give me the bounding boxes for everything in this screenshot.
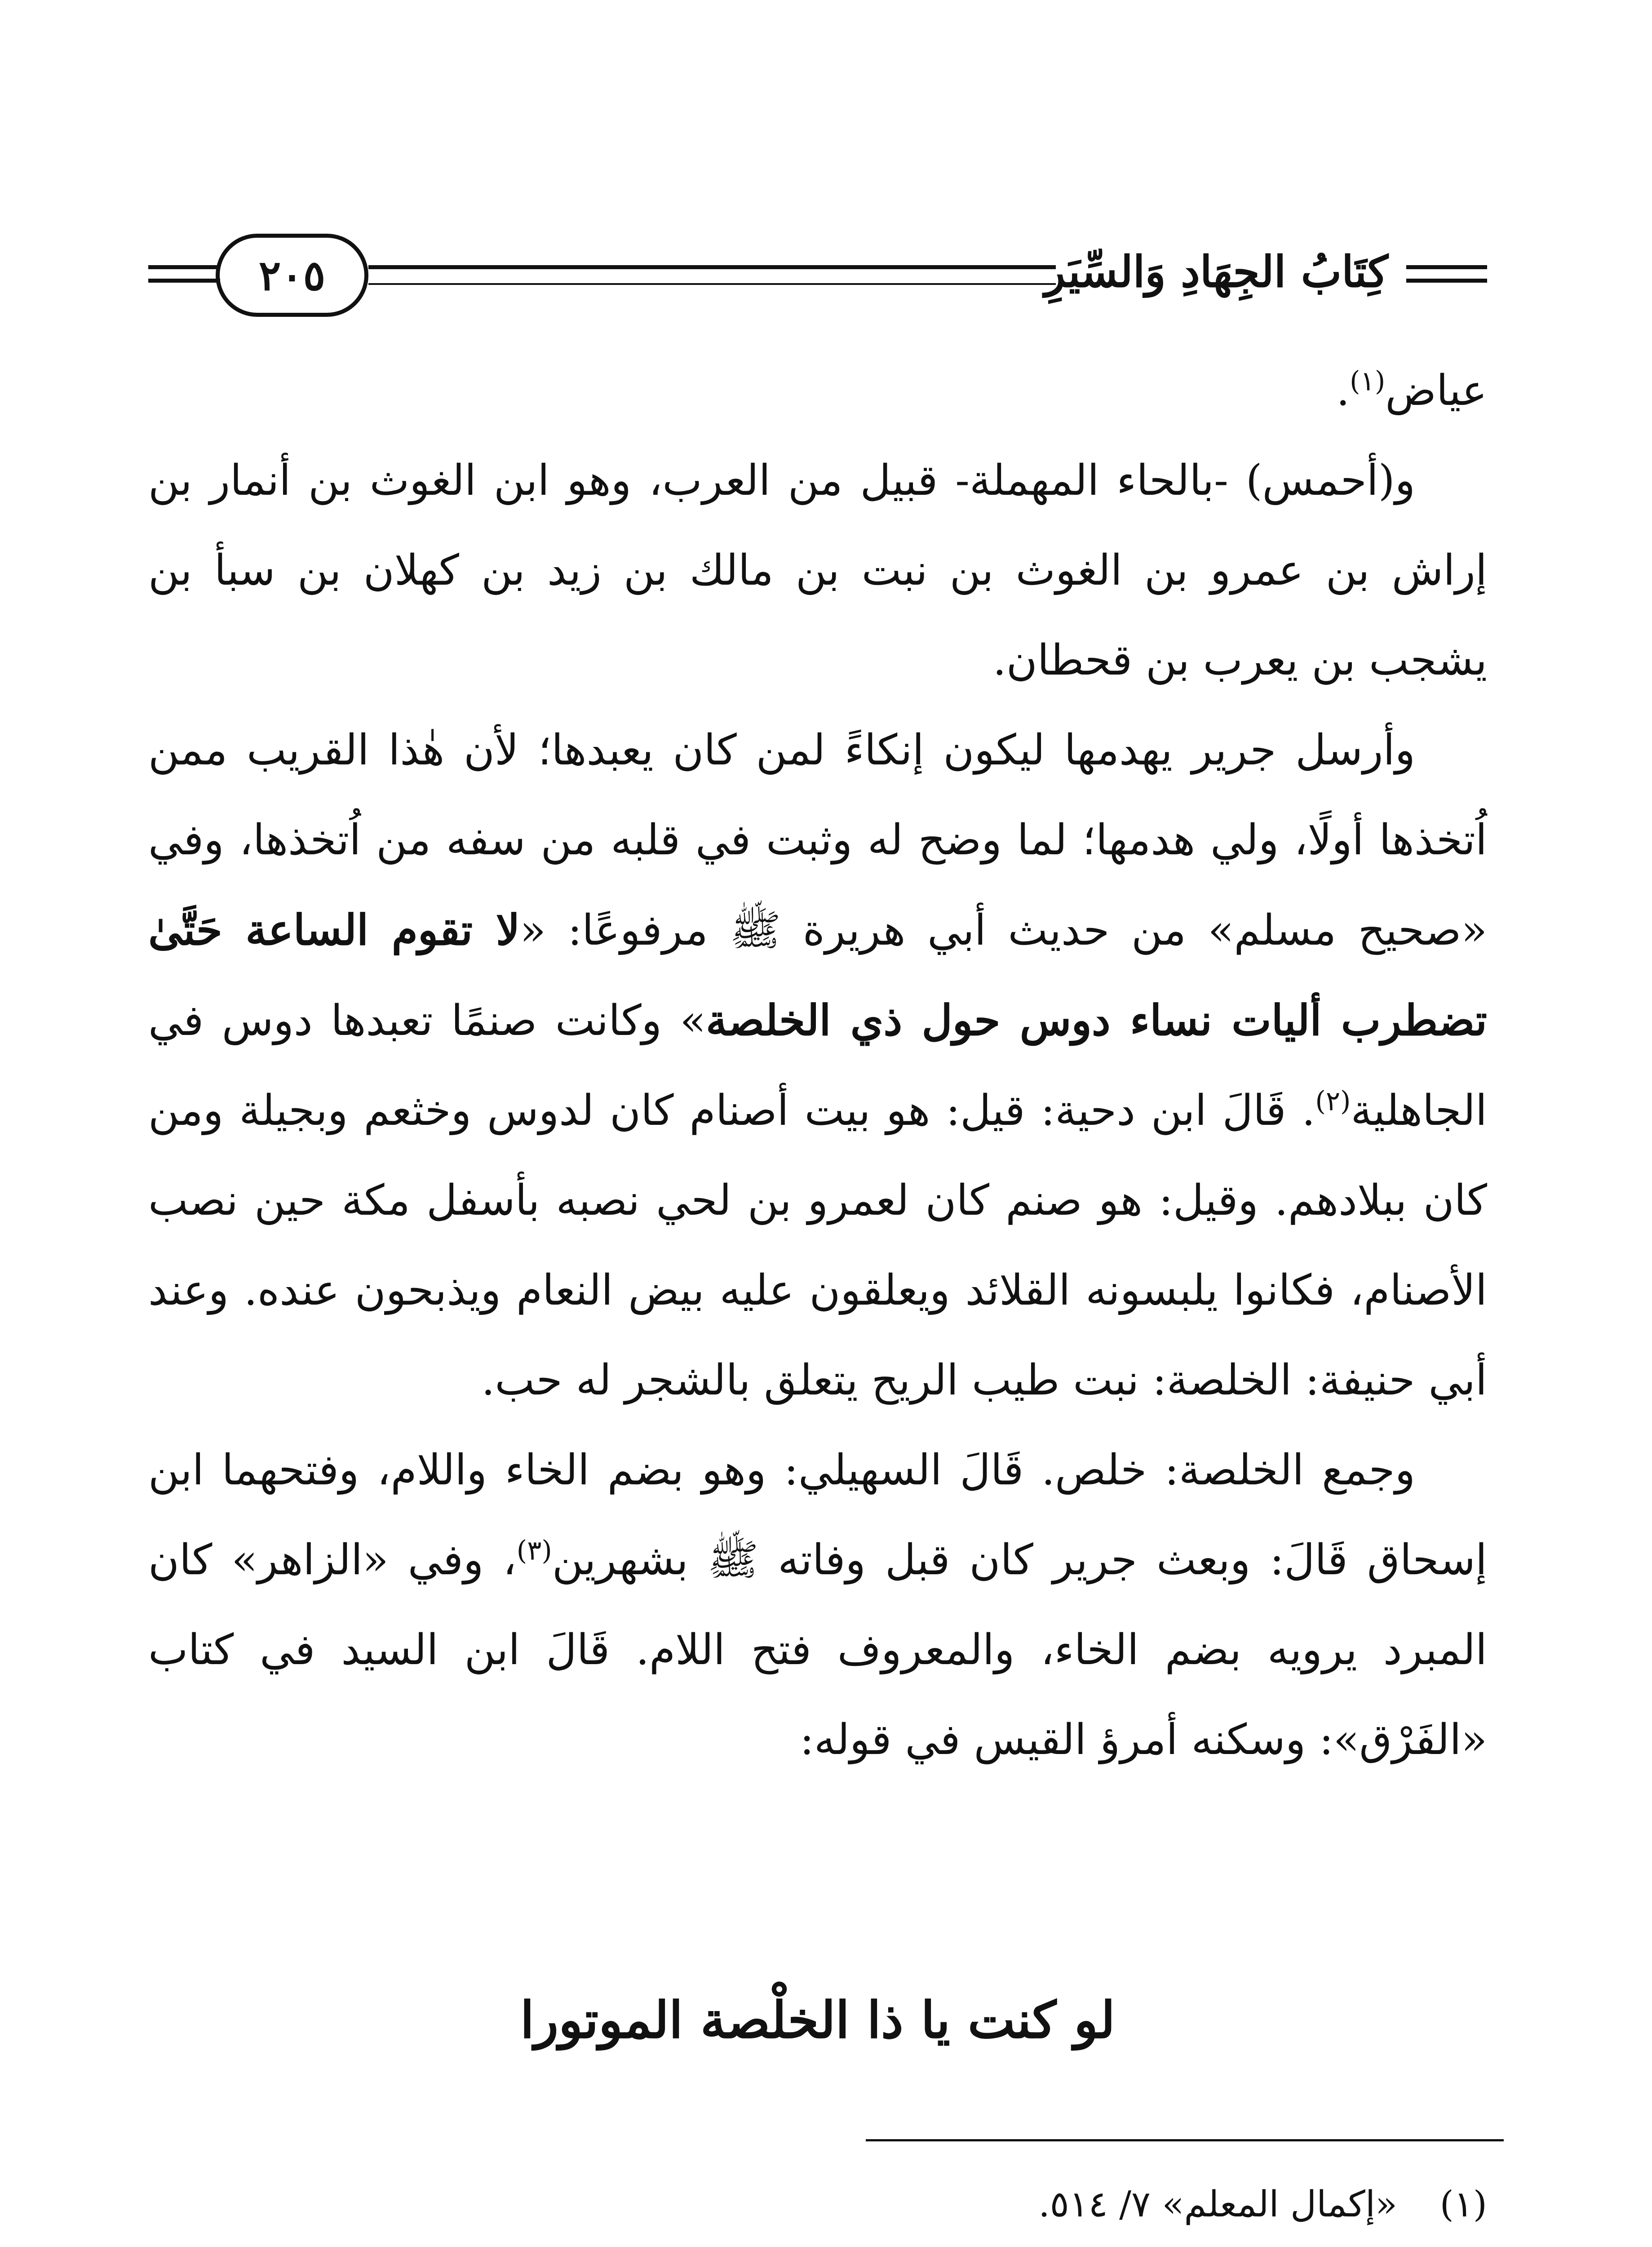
footnote-text	[148, 2238, 1397, 2247]
paragraph-jarir	[148, 706, 1487, 1425]
footnote-number	[1397, 2238, 1487, 2247]
text-run: وأرسل جرير يهدمها ليكون إنكاءً لمن كان يعبدها؛ لأن هٰذا القريب ممن اُتخذها أولًا، ولي هدمها؛ لما وضح له وثبت في قلبه من سفه من اُتخذها، وفي «صحيح مسلم» من حديث أبي هريرة ﷺ مرفوعًا: «	[148, 726, 1487, 955]
hadith-text: لا تقوم الساعة حَتَّىٰ تضطرب أليات نساء دوس حول ذي الخلصة	[148, 906, 1487, 1045]
footnote-separator	[866, 2139, 1504, 2141]
footnote-item	[148, 2171, 1487, 2238]
footnote-ref-2: (٢)	[1315, 1085, 1351, 1117]
header-rule-left-bottom	[148, 279, 220, 283]
footnote-item	[148, 2238, 1487, 2247]
chapter-title: كِتَابُ الجِهَادِ وَالسِّيَرِ	[1044, 246, 1388, 297]
paragraph-khalasa	[148, 1425, 1487, 1785]
header-rule-right-bottom	[1406, 279, 1487, 283]
footnote-text: «إكمال المعلم» ٧/ ٥١٤.	[1038, 2183, 1397, 2225]
header-rule-left-top	[148, 265, 220, 269]
page-number-badge	[216, 234, 368, 317]
poetry-verse: لو كنت يا ذا الخلْصة الموتورا	[520, 1991, 1116, 2050]
header-rule-middle-top	[368, 265, 1056, 269]
footnote-ref-1: (١)	[1350, 365, 1386, 397]
footnote-ref-3: (٣)	[516, 1535, 552, 1567]
main-text	[148, 346, 1487, 1785]
paragraph-continuation	[148, 346, 1487, 436]
text-run: عياض	[1385, 366, 1487, 415]
footnotes	[148, 2171, 1487, 2247]
paragraph-ahmas: و(أحمس) -بالحاء المهملة- قبيل من العرب، وهو ابن الغوث بن أنمار بن إراش بن عمرو بن الغوث بن نبت بن مالك بن زيد بن كهلان بن سبأ بن يشجب بن يعرب بن قحطان.	[148, 456, 1487, 685]
header-rule-right-top	[1406, 265, 1487, 269]
text-run: . قَالَ ابن دحية: قيل: هو بيت أصنام كان لدوس وخثعم وبجيلة ومن كان ببلادهم. وقيل: هو صنم كان لعمرو بن لحي نصبه بأسفل مكة حين نصب الأصنام، فكانوا يلبسونه القلائد ويعلقون عليه بيض النعام ويذبحون عنده. وعند أبي حنيفة: الخلصة: نبت طيب الريح يتعلق بالشجر له حب.	[148, 1086, 1487, 1405]
header-rule-middle-bottom	[368, 283, 1056, 285]
page-number: ٢٠٥	[258, 251, 326, 300]
footnote-number: (١)	[1439, 2183, 1487, 2225]
text-run: » وكانت صنمًا تعبدها دوس في الجاهلية	[148, 996, 1487, 1135]
page-header	[148, 234, 1487, 324]
text-run: وجمع الخلصة: خلص. قَالَ السهيلي: وهو بضم الخاء واللام، وفتحهما ابن إسحاق قَالَ: وبعث جرير كان قبل وفاته ﷺ بشهرين	[148, 1446, 1487, 1585]
text-run: .	[1336, 366, 1350, 415]
text-run: ، وفي «الزاهر» كان المبرد يرويه بضم الخاء، والمعروف فتح اللام. قَالَ ابن السيد في كتاب «الفَرْق»: وسكنه أمرؤ القيس في قوله:	[148, 1536, 1487, 1764]
